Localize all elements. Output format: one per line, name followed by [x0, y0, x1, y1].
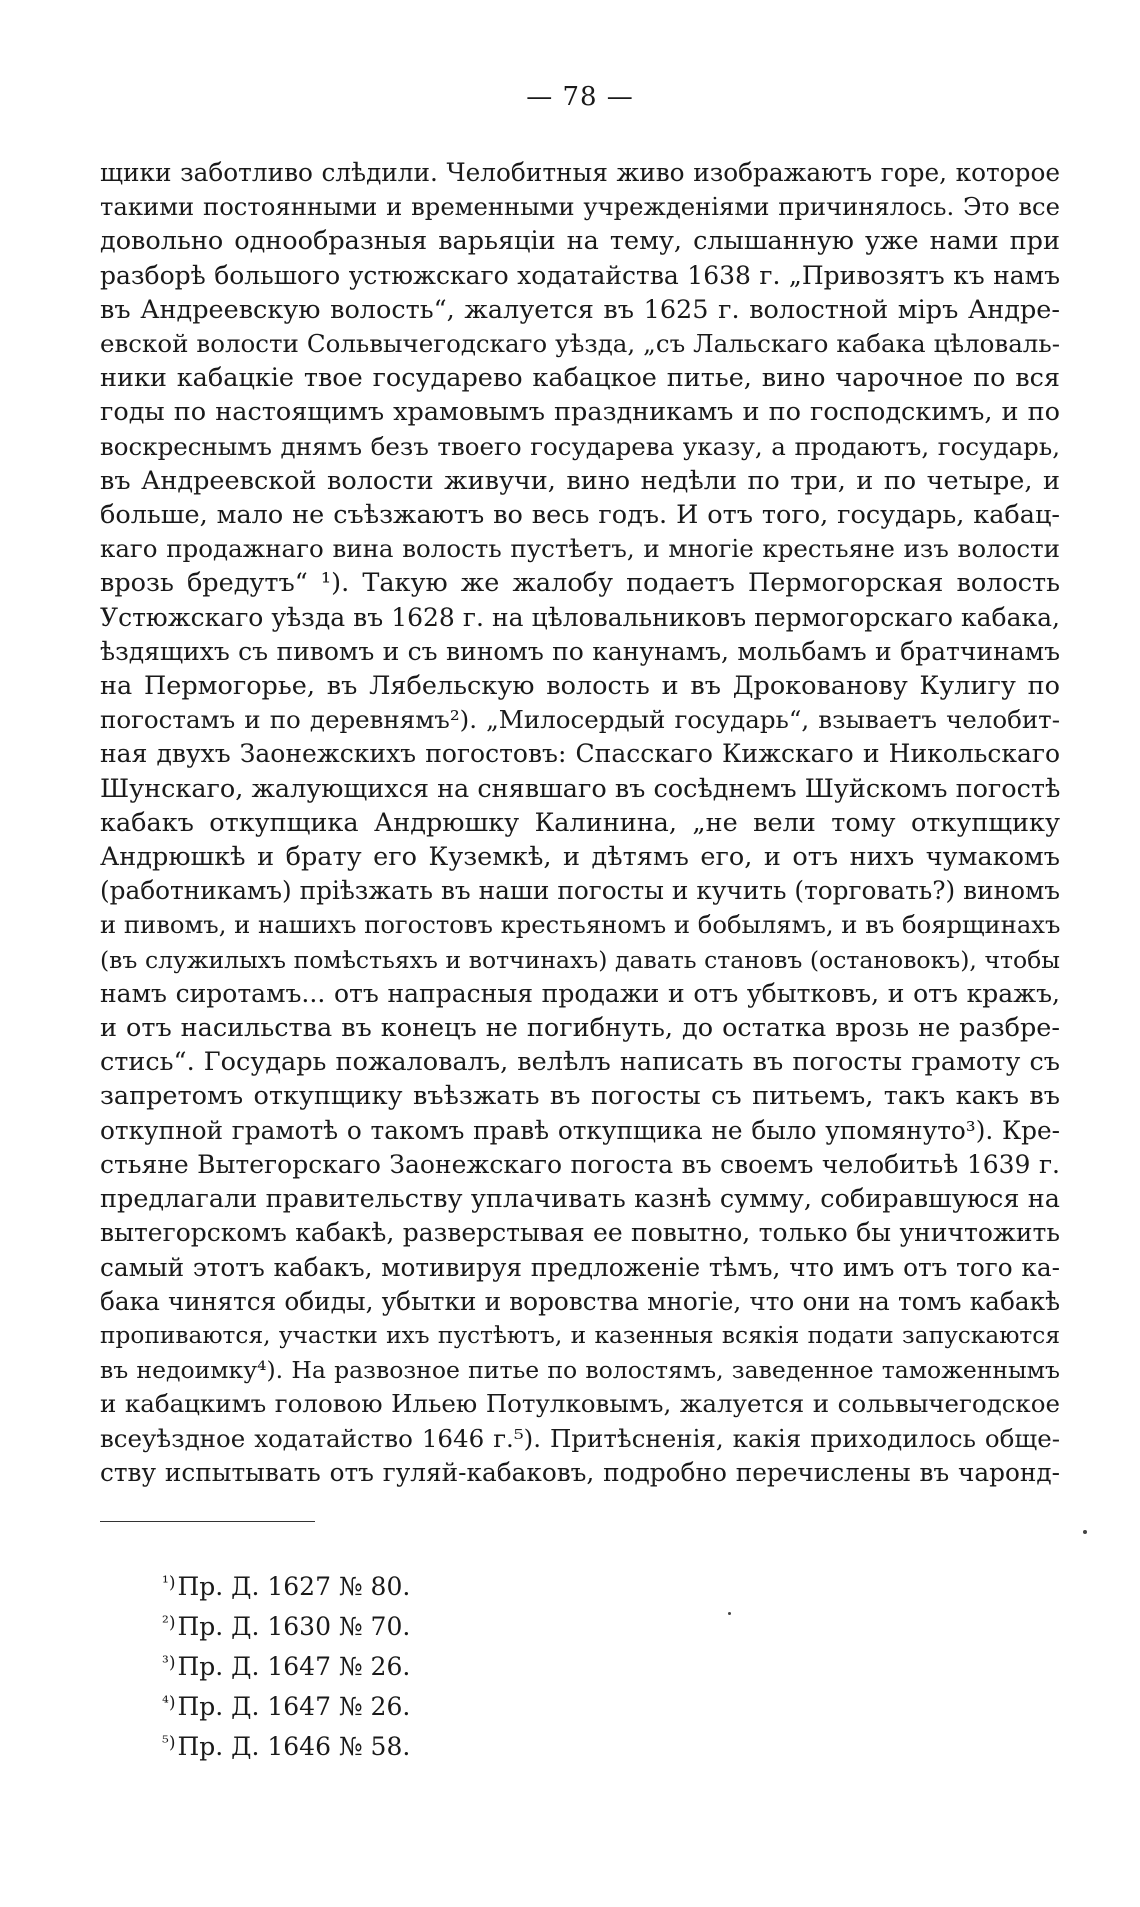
- text-line: довольно однообразныя варьяціи на тему, слышанную уже нами при: [100, 226, 1060, 257]
- text-line: самый этотъ кабакъ, мотивируя предложеніе тѣмъ, что имъ отъ того ка-: [100, 1252, 1060, 1282]
- text-line: каго продажнаго вина волость пустѣетъ, и многіе крестьяне изъ волости: [100, 534, 1060, 564]
- footnote: [162, 1645, 410, 1685]
- text-line: стьяне Вытегорскаго Заонежскаго погоста въ своемъ челобитьѣ 1639 г.: [100, 1149, 1060, 1179]
- footnote-text: Пр. Д. 1647 № 26.: [177, 1692, 411, 1721]
- text-line: воскреснымъ днямъ безъ твоего государева указу, а продаютъ, государь,: [100, 431, 1060, 461]
- footnote-text: Пр. Д. 1627 № 80.: [177, 1572, 411, 1601]
- body-text: [100, 156, 1060, 1490]
- text-line: щики заботливо слѣдили. Челобитныя живо изображаютъ горе, которое: [100, 158, 1060, 187]
- text-line: разборѣ большого устюжскаго ходатайства 1638 г. „Привозятъ къ намъ: [100, 260, 1060, 290]
- text-line: на Пермогорье, въ Лябельскую волость и въ Дрокованову Кулигу по: [100, 671, 1060, 702]
- footnote-number: ¹): [162, 1573, 176, 1593]
- footnote-number: ²): [162, 1613, 176, 1633]
- text-line: погостамъ и по деревнямъ²). „Милосердый государь“, взываетъ челобит-: [100, 705, 1060, 735]
- footnote: [162, 1605, 410, 1645]
- footnote-number: ⁴): [162, 1693, 176, 1713]
- text-line: предлагали правительству уплачивать казнѣ сумму, собиравшуюся на: [100, 1184, 1060, 1215]
- text-line: стись“. Государь пожаловалъ, велѣлъ написать въ погосты грамоту съ: [100, 1047, 1060, 1078]
- text-line: откупной грамотѣ о такомъ правѣ откупщика не было упомянуто³). Кре-: [100, 1115, 1060, 1145]
- footnote-text: Пр. Д. 1630 № 70.: [177, 1612, 411, 1641]
- footnote: [162, 1565, 410, 1605]
- footnote-text: Пр. Д. 1646 № 58.: [177, 1732, 411, 1761]
- text-line: и пивомъ, и нашихъ погостовъ крестьяномъ и бобылямъ, и въ боярщинахъ: [100, 910, 1061, 940]
- footnote: [162, 1725, 410, 1765]
- text-line: всеуѣздное ходатайство 1646 г.⁵). Притѣсненія, какія приходилось обще-: [100, 1423, 1060, 1453]
- text-line: въ Андреевской волости живучи, вино недѣли по три, и по четыре, и: [100, 465, 1060, 496]
- text-line: вытегорскомъ кабакѣ, разверстывая ее повытно, только бы уничтожить: [100, 1218, 1060, 1248]
- footnote-number: ³): [162, 1653, 176, 1673]
- text-line: Устюжскаго уѣзда въ 1628 г. на цѣловальниковъ пермогорскаго кабака,: [100, 602, 1060, 632]
- text-line: въ недоимку⁴). На развозное питье по волостямъ, заведенное таможеннымъ: [100, 1356, 1060, 1385]
- text-line: ники кабацкіе твое государево кабацкое питье, вино чарочное по вся: [100, 363, 1060, 394]
- text-line: Шунскаго, жалующихся на снявшаго въ сосѣднемъ Шуйскомъ погостѣ: [100, 773, 1061, 804]
- text-line: ству испытывать отъ гуляй-кабаковъ, подробно перечислены въ чаронд-: [100, 1457, 1060, 1487]
- text-line: ѣздящихъ съ пивомъ и съ виномъ по канунамъ, мольбамъ и братчинамъ: [100, 636, 1060, 666]
- text-line: пропиваются, участки ихъ пустѣютъ, и казенныя всякія подати запускаются: [100, 1321, 1060, 1349]
- footnotes: [162, 1565, 410, 1765]
- ink-speck: [728, 1612, 731, 1615]
- footnote-divider: [100, 1521, 315, 1522]
- page-number: — 78 —: [526, 82, 634, 112]
- text-line: такими постоянными и временными учрежденіями причинялось. Это все: [100, 192, 1060, 222]
- text-line: больше, мало не съѣзжаютъ во весь годъ. И отъ того, государь, кабац-: [100, 500, 1060, 531]
- text-line: въ Андреевскую волость“, жалуется въ 1625 г. волостной міръ Андре-: [100, 294, 1060, 325]
- text-line: намъ сиротамъ... отъ напрасныя продажи и отъ убытковъ, и отъ кражъ,: [100, 978, 1060, 1008]
- text-line: годы по настоящимъ храмовымъ праздникамъ и по господскимъ, и по: [100, 397, 1060, 428]
- text-line: (въ служилыхъ помѣстьяхъ и вотчинахъ) давать становъ (остановокъ), чтобы: [100, 945, 1060, 974]
- text-line: кабакъ откупщика Андрюшку Калинина, „не вели тому откупщику: [100, 807, 1060, 838]
- text-line: евской волости Сольвычегодскаго уѣзда, „съ Лальскаго кабака цѣловаль-: [100, 329, 1060, 359]
- footnote-text: Пр. Д. 1647 № 26.: [177, 1652, 411, 1681]
- text-line: и кабацкимъ головою Ильею Потулковымъ, жалуется и сольвычегодское: [100, 1389, 1060, 1419]
- text-line: запретомъ откупщику въѣзжать въ погосты съ питьемъ, такъ какъ въ: [100, 1081, 1060, 1112]
- text-line: и отъ насильства въ конецъ не погибнуть, до остатка врозь не разбре-: [100, 1013, 1060, 1044]
- footnote: [162, 1685, 410, 1725]
- text-line: бака чинятся обиды, убытки и воровства многіе, что они на томъ кабакѣ: [100, 1286, 1060, 1316]
- ink-speck: [1083, 1530, 1087, 1534]
- text-line: врозь бредутъ“ ¹). Такую же жалобу подаетъ Пермогорская волость: [100, 568, 1060, 599]
- text-line: ная двухъ Заонежскихъ погостовъ: Спасскаго Кижскаго и Никольскаго: [100, 739, 1060, 769]
- footnote-number: ⁵): [162, 1733, 176, 1753]
- text-line: (работникамъ) пріѣзжать въ наши погосты и кучить (торговать?) виномъ: [100, 876, 1060, 906]
- text-line: Андрюшкѣ и брату его Куземкѣ, и дѣтямъ его, и отъ нихъ чумакомъ: [100, 842, 1060, 873]
